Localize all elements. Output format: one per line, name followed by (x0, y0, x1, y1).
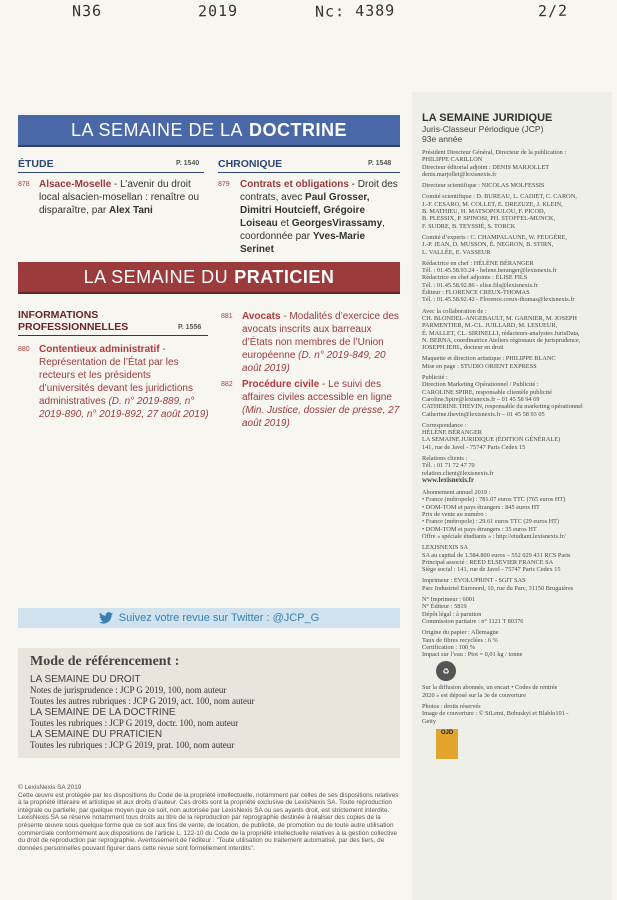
masthead-line: Direction Marketing Opérationnel / Publicité : (422, 381, 539, 389)
info-page: P. 1556 (178, 324, 202, 331)
masthead-line: Comité d’experts : C. CHAMPALAUNE, W. FEUGÈRE, (422, 233, 567, 241)
masthead-line: PHILIPPE CARILLON (422, 156, 483, 164)
masthead-line: Rédactrice en chef : HÉLÈNE BÉRANGER (422, 259, 534, 267)
etude-heading: ÉTUDE (18, 158, 54, 170)
masthead-line: • France (métropole) : 29.61 euros TTC (29 euros HT) (422, 518, 560, 526)
masthead-line: CH. BLONDEL-ANGEBAULT, M. GARNIER, M. JOSEPH (422, 314, 577, 322)
masthead-line: N° Imprimeur : 6001 (422, 596, 476, 604)
masthead-line: B. MATHIEU, H. MATSOPOULOU, F. PICOD, (422, 208, 546, 216)
info-title: Contentieux administratif (39, 344, 160, 355)
masthead-line: LEXISNEXIS SA (422, 544, 469, 552)
chronique-rule (218, 172, 400, 173)
chronique-author3: Yves-Marie Serinet (240, 231, 366, 255)
masthead-line: Principal associé : REED ELSEVIER FRANCE SA (422, 558, 554, 566)
website-link[interactable]: www.lexisnexis.fr (422, 475, 475, 484)
masthead-line: Siège social : 141, rue de Javel - 75747 Paris Cedex 15 (422, 566, 561, 574)
info-heading: INFORMATIONS PROFESSIONNELLES (18, 309, 129, 333)
masthead-line: relation.client@lexisnexis.fr (422, 469, 494, 477)
masthead-line: Taux de fibres recyclées : 6 % (422, 636, 498, 644)
masthead-line: B. PLESSIX, P. SPINOSI, PH. STOFFEL-MUNCK, (422, 215, 556, 223)
masthead-line: 2020 » est déposé sur la 3e de couverture (422, 691, 526, 699)
handwriting-page: 2/2 (537, 1, 569, 21)
masthead-line: J.-P. JEAN, D. MUSSON, É. NEGRON, B. STIRN, (422, 241, 554, 249)
etude-page: P. 1540 (176, 160, 200, 167)
etude-body: - L’avenir du droit local alsacien-mosellan : renaître ou disparaître, par (39, 179, 200, 216)
masthead-line: Mise en page : STUDIO ORIENT EXPRESS (422, 362, 537, 370)
chronique-coord: , coordonnée par (240, 218, 385, 242)
masthead-sub2: 93e année (422, 134, 463, 144)
masthead-line: L. VALLÉE, E. VASSEUR (422, 248, 491, 256)
twitter-banner[interactable] (18, 608, 400, 628)
info-ref: (D. n° 2019-889, n° 2019-890, n° 2019-892, 27 août 2019) (39, 396, 209, 420)
masthead-line: Abonnement annuel 2019 : (422, 489, 491, 497)
masthead-line: Tél. : 01.45.58.93.24 - helene.beranger@lexisnexis.fr (422, 267, 557, 275)
masthead-line: Tél. : 01 71 72 47 70 (422, 462, 475, 470)
masthead-sidebar (412, 92, 612, 900)
masthead-line: Commission paritaire : n° 1121 T 80376 (422, 617, 524, 625)
masthead-line: Offre « spéciale étudiants » : http://etudiant.lexisnexis.fr/ (422, 532, 566, 540)
masthead-line: Tél. : 01.45.58.92.86 - elise.fils@lexisnexis.fr (422, 281, 538, 289)
procedure-body: - Le suivi des affaires civiles accessible en ligne (242, 379, 392, 403)
masthead-footer (422, 684, 612, 724)
chronique-title: Contrats et obligations (240, 179, 349, 190)
handwriting-nc: Nc: 4389 (314, 1, 396, 21)
masthead-line: denis.marjollet@lexisnexis.fr (422, 170, 497, 178)
mode-referencement-box (18, 648, 400, 758)
masthead-line: Caroline.Spire@lexisnexis.fr – 01 45 58 94 69 (422, 395, 540, 403)
procedure-ref: (Min. Justice, dossier de presse, 27 août 2019) (242, 405, 400, 429)
masthead-line: SA au capital de 1.584.800 euros – 552 029 431 RCS Paris (422, 551, 571, 559)
doctrine-banner-light: LA SEMAINE DE LA (70, 119, 244, 140)
masthead-line: Publicité : (422, 374, 448, 382)
masthead-line: Maquette et direction artistique : PHILIPPE BLANC (422, 355, 556, 363)
chronique-heading: CHRONIQUE (218, 158, 283, 170)
masthead-line: Directeur éditorial adjoint : DENIS MARJOLLET (422, 163, 550, 171)
masthead-line: HÉLÈNE BÉRANGER (422, 429, 482, 437)
masthead-line: PARMENTIER, M.-CL. JUILLARD, M. LESUEUR, (422, 322, 558, 330)
chronique-body: - Droit des contrats, avec (240, 179, 398, 203)
procedure-num: 882 (221, 381, 233, 388)
legal-line: Cette œuvre est protégée par les dispositions du Code de la propriété intellectuelle, notamment par celles de ses dispositions relatives à la propriété littéraire et artistique et aux droits d’auteur. Ces droits sont la propriété exclusive de LexisNexis SA. Toute reproduction intégrale ou partielle, par quelque moyen que ce soit, non autorisée par LexisNexis SA ou ses ayants droit, est strictement interdite. (18, 791, 399, 814)
legal-line: LexisNexis SA se réserve notamment tous droits au titre de la reproduction par reprographie destinée à réaliser des copies de la présente œuvre sous quelque forme que ce soit aux fins de vente, de location, de publicité, de promotion ou de toute autre utilisation commerciale conformément aux dispositions de l’article L. 122-10 du Code de la propriété intellectuelle relatives à la gestion collective du droit de reproduction par reprographie. Avertissement de l’éditeur : "Toute utilisation ou traitement automatisé, par des tiers, de données personnelles pouvant figurer dans cette revue sont formellement interdits". (18, 814, 398, 852)
chronique-author2: GeorgesVirassamy (291, 218, 383, 229)
masthead-line: Directeur scientifique : NICOLAS MOLFESSIS (422, 182, 545, 190)
avocats-body: - Modalités d’exercice des avocats inscrits aux barreaux d’États non membres de l’Union européenne (242, 311, 399, 361)
masthead-line: • DOM-TOM et pays étrangers : 845 euros HT (422, 503, 540, 511)
mode-droit-heading: LA SEMAINE DU DROIT (30, 674, 141, 685)
ojd-logo: OJD (436, 729, 458, 759)
masthead-line: • France (métropole) : 781.07 euros TTC (765 euros HT) (422, 496, 566, 504)
handwriting-n: N36 (71, 1, 103, 21)
praticien-banner (18, 262, 400, 294)
masthead-line: Avec la collaboration de : (422, 307, 487, 315)
doctrine-banner (18, 115, 400, 147)
masthead-line: Tél. : 01.45.58.92.42 - Florence.creux-thomas@lexisnexis.fr (422, 296, 575, 304)
procedure-entry[interactable] (242, 378, 400, 430)
masthead-line: F. SUDRE, B. TEYSSIÉ, S. TORCK (422, 222, 516, 230)
masthead-line: Origine du papier : Allemagne (422, 629, 499, 637)
masthead-line: Éditeur : FLORENCE CREUX-THOMAS (422, 289, 530, 297)
masthead-line: Président Directeur Général, Directeur de la publication : (422, 149, 567, 156)
masthead-credits (422, 149, 612, 477)
masthead-line: Sur la diffusion abonnés, un encart • Codes de rentrée (422, 684, 558, 692)
avocats-num: 881 (221, 313, 233, 320)
masthead-line: Certification : 100 % (422, 643, 475, 651)
info-body: - Représentation de l’État par les recteurs et les présidents d’universités devant les juridictions administratives (39, 344, 193, 407)
chronique-entry[interactable] (240, 178, 400, 256)
recycle-logo-icon: ♻ (436, 661, 456, 681)
mode-praticien-heading: LA SEMAINE DU PRATICIEN (30, 729, 163, 740)
legal-line: © LexisNexis SA 2019 (18, 784, 82, 791)
masthead-line: Imprimeur : EVOLUPRINT - SGIT SAS (422, 577, 526, 585)
masthead-line: JOSEPH JEHL, docteur en droit (422, 344, 504, 352)
mode-doctrine-line1: Toutes les rubriques : JCP G 2019, doctr. 100, nom auteur (30, 718, 239, 728)
masthead-line: Photos : droits réservés (422, 703, 481, 710)
masthead-line: Image de couverture : © StLemi, Bobuskyi et Blablo101 - (422, 710, 569, 718)
twitter-text: Suivez votre revue sur Twitter : @JCP_G (118, 612, 320, 624)
masthead-line: 141, rue de Javel - 75747 Paris Cedex 15 (422, 443, 526, 451)
praticien-banner-light: LA SEMAINE DU (83, 266, 229, 287)
twitter-bird-icon (99, 612, 113, 624)
masthead-subscription (422, 489, 612, 658)
doctrine-banner-bold: DOCTRINE (249, 119, 348, 140)
info-entry[interactable] (39, 343, 209, 421)
etude-num: 878 (18, 181, 30, 188)
etude-entry[interactable] (39, 178, 207, 217)
masthead-line: É. MALLET, CL. SIRINELLI, rédacteurs-analystes JurisData, (422, 329, 580, 337)
masthead-line: CAROLINE SPIRE, responsable clientèle publicité (422, 388, 552, 396)
masthead-title: LA SEMAINE JURIDIQUE (422, 112, 553, 124)
masthead-line: J.-F. CESARO, M. COLLET, E. DREZUZE, J. KLEIN, (422, 200, 563, 208)
legal-notice (18, 784, 400, 852)
procedure-title: Procédure civile (242, 379, 320, 390)
main-column (18, 88, 398, 900)
masthead-line: • DOM-TOM et pays étrangers : 35 euros HT (422, 525, 537, 533)
etude-title: Alsace-Moselle (39, 179, 112, 190)
info-num: 880 (18, 346, 30, 353)
etude-rule (18, 172, 204, 173)
mode-title: Mode de référencement : (30, 654, 180, 669)
masthead-line: N° Éditeur : 5819 (422, 603, 467, 611)
masthead-line: Impact sur l’eau : Ptot = 0,01 kg / tonne (422, 651, 523, 659)
masthead-line: Parc Industriel Euronord, 10, rue du Parc, 31150 Bruguières (422, 584, 574, 592)
chronique-and: et (277, 218, 292, 229)
masthead-line: N. BERNA, coordinatrice Ateliers régionaux de jurisprudence, (422, 336, 581, 344)
avocats-entry[interactable] (242, 310, 400, 375)
info-rule (18, 335, 208, 336)
mode-droit-line2: Toutes les autres rubriques : JCP G 2019, act. 100, nom auteur (30, 696, 255, 706)
chronique-page: P. 1548 (368, 160, 392, 167)
masthead-line: Relations clients : (422, 454, 468, 462)
masthead-line: Correspondance : (422, 421, 467, 429)
masthead-line: Comité scientifique : D. BUREAU, L. CADIET, C. CARON, (422, 193, 577, 201)
masthead-line: Catherine.thevin@lexisnexis.fr – 01 45 58 93 05 (422, 410, 545, 418)
masthead-line: Rédactrice en chef adjointe : ÉLISE FILS (422, 274, 528, 282)
mode-droit-line1: Notes de jurisprudence : JCP G 2019, 100, nom auteur (30, 685, 227, 695)
masthead-line: CATHERINE THEVIN, responsable du marketing opérationnel (422, 403, 583, 411)
handwriting-year: 2019 (197, 1, 239, 21)
etude-author: Alex Tani (109, 205, 153, 216)
chronique-num: 879 (218, 181, 230, 188)
chronique-authors: Paul Grosser, Dimitri Houtcieff, Grégoire Loiseau (240, 192, 370, 229)
masthead-line: Getty (422, 717, 436, 725)
mode-praticien-line1: Toutes les rubriques : JCP G 2019, prat. 100, nom auteur (30, 740, 235, 750)
masthead-line: Prix de vente au numéro : (422, 511, 487, 519)
avocats-ref: (D. n° 2019-849, 20 août 2019) (242, 350, 386, 374)
avocats-title: Avocats (242, 311, 281, 322)
masthead-line: LA SEMAINE JURIDIQUE (ÉDITION GÉNÉRALE) (422, 436, 561, 444)
masthead-line: Dépôt légal : à parution (422, 610, 482, 618)
masthead-sub1: Juris-Classeur Périodique (JCP) (422, 124, 544, 134)
mode-doctrine-heading: LA SEMAINE DE LA DOCTRINE (30, 707, 176, 718)
praticien-banner-bold: PRATICIEN (234, 266, 335, 287)
